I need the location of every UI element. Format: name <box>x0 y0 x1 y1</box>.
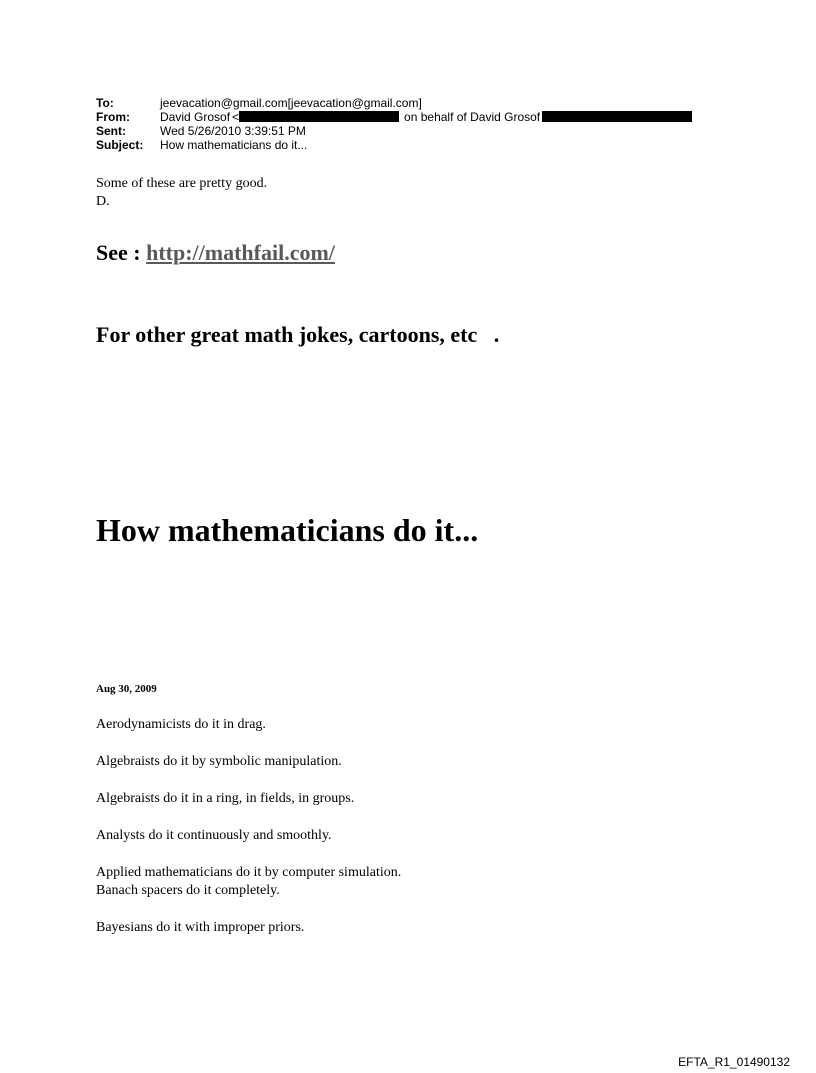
to-value: jeevacation@gmail.com[jeevacation@gmail.com] <box>160 96 422 110</box>
joke-line: Bayesians do it with improper priors. <box>96 920 305 935</box>
jokes-list <box>96 716 401 956</box>
mathfail-link[interactable]: http://mathfail.com/ <box>146 240 335 265</box>
from-behalf: on behalf of David Grosof <box>404 110 541 124</box>
email-header <box>96 96 692 152</box>
document-id: EFTA_R1_01490132 <box>678 1055 790 1069</box>
article-date: Aug 30, 2009 <box>96 683 157 695</box>
joke-paragraph <box>96 864 401 900</box>
message-body <box>96 175 267 211</box>
subject-row <box>96 138 692 152</box>
joke-paragraph <box>96 753 401 771</box>
sent-label: Sent: <box>96 124 126 138</box>
message-line-1: Some of these are pretty good. <box>96 176 268 191</box>
joke-paragraph <box>96 827 401 845</box>
sent-value: Wed 5/26/2010 3:39:51 PM <box>160 124 306 138</box>
joke-paragraph <box>96 716 401 734</box>
joke-paragraph <box>96 790 401 808</box>
message-signature: D. <box>96 194 110 209</box>
see-link-line <box>96 240 335 266</box>
from-label: From: <box>96 110 130 124</box>
see-prefix: See : <box>96 240 141 265</box>
from-row <box>96 110 692 124</box>
article-title: How mathematicians do it... <box>96 512 479 548</box>
joke-line: Aerodynamicists do it in drag. <box>96 717 266 732</box>
joke-line: Banach spacers do it completely. <box>96 883 280 898</box>
joke-line: Algebraists do it by symbolic manipulation. <box>96 754 342 769</box>
joke-paragraph <box>96 919 401 937</box>
subject-value: How mathematicians do it... <box>160 138 308 152</box>
from-name: David Grosof <box>160 110 231 124</box>
joke-line: Analysts do it continuously and smoothly. <box>96 828 332 843</box>
other-jokes-heading: For other great math jokes, cartoons, etc . <box>96 322 500 347</box>
joke-line: Applied mathematicians do it by computer simulation. <box>96 865 402 880</box>
subject-label: Subject: <box>96 138 144 152</box>
to-row <box>96 96 692 110</box>
to-label: To: <box>96 96 114 110</box>
from-redaction-1: < <box>232 110 399 124</box>
sent-row <box>96 124 692 138</box>
from-redaction-2 <box>542 111 692 122</box>
joke-line: Algebraists do it in a ring, in fields, in groups. <box>96 791 355 806</box>
